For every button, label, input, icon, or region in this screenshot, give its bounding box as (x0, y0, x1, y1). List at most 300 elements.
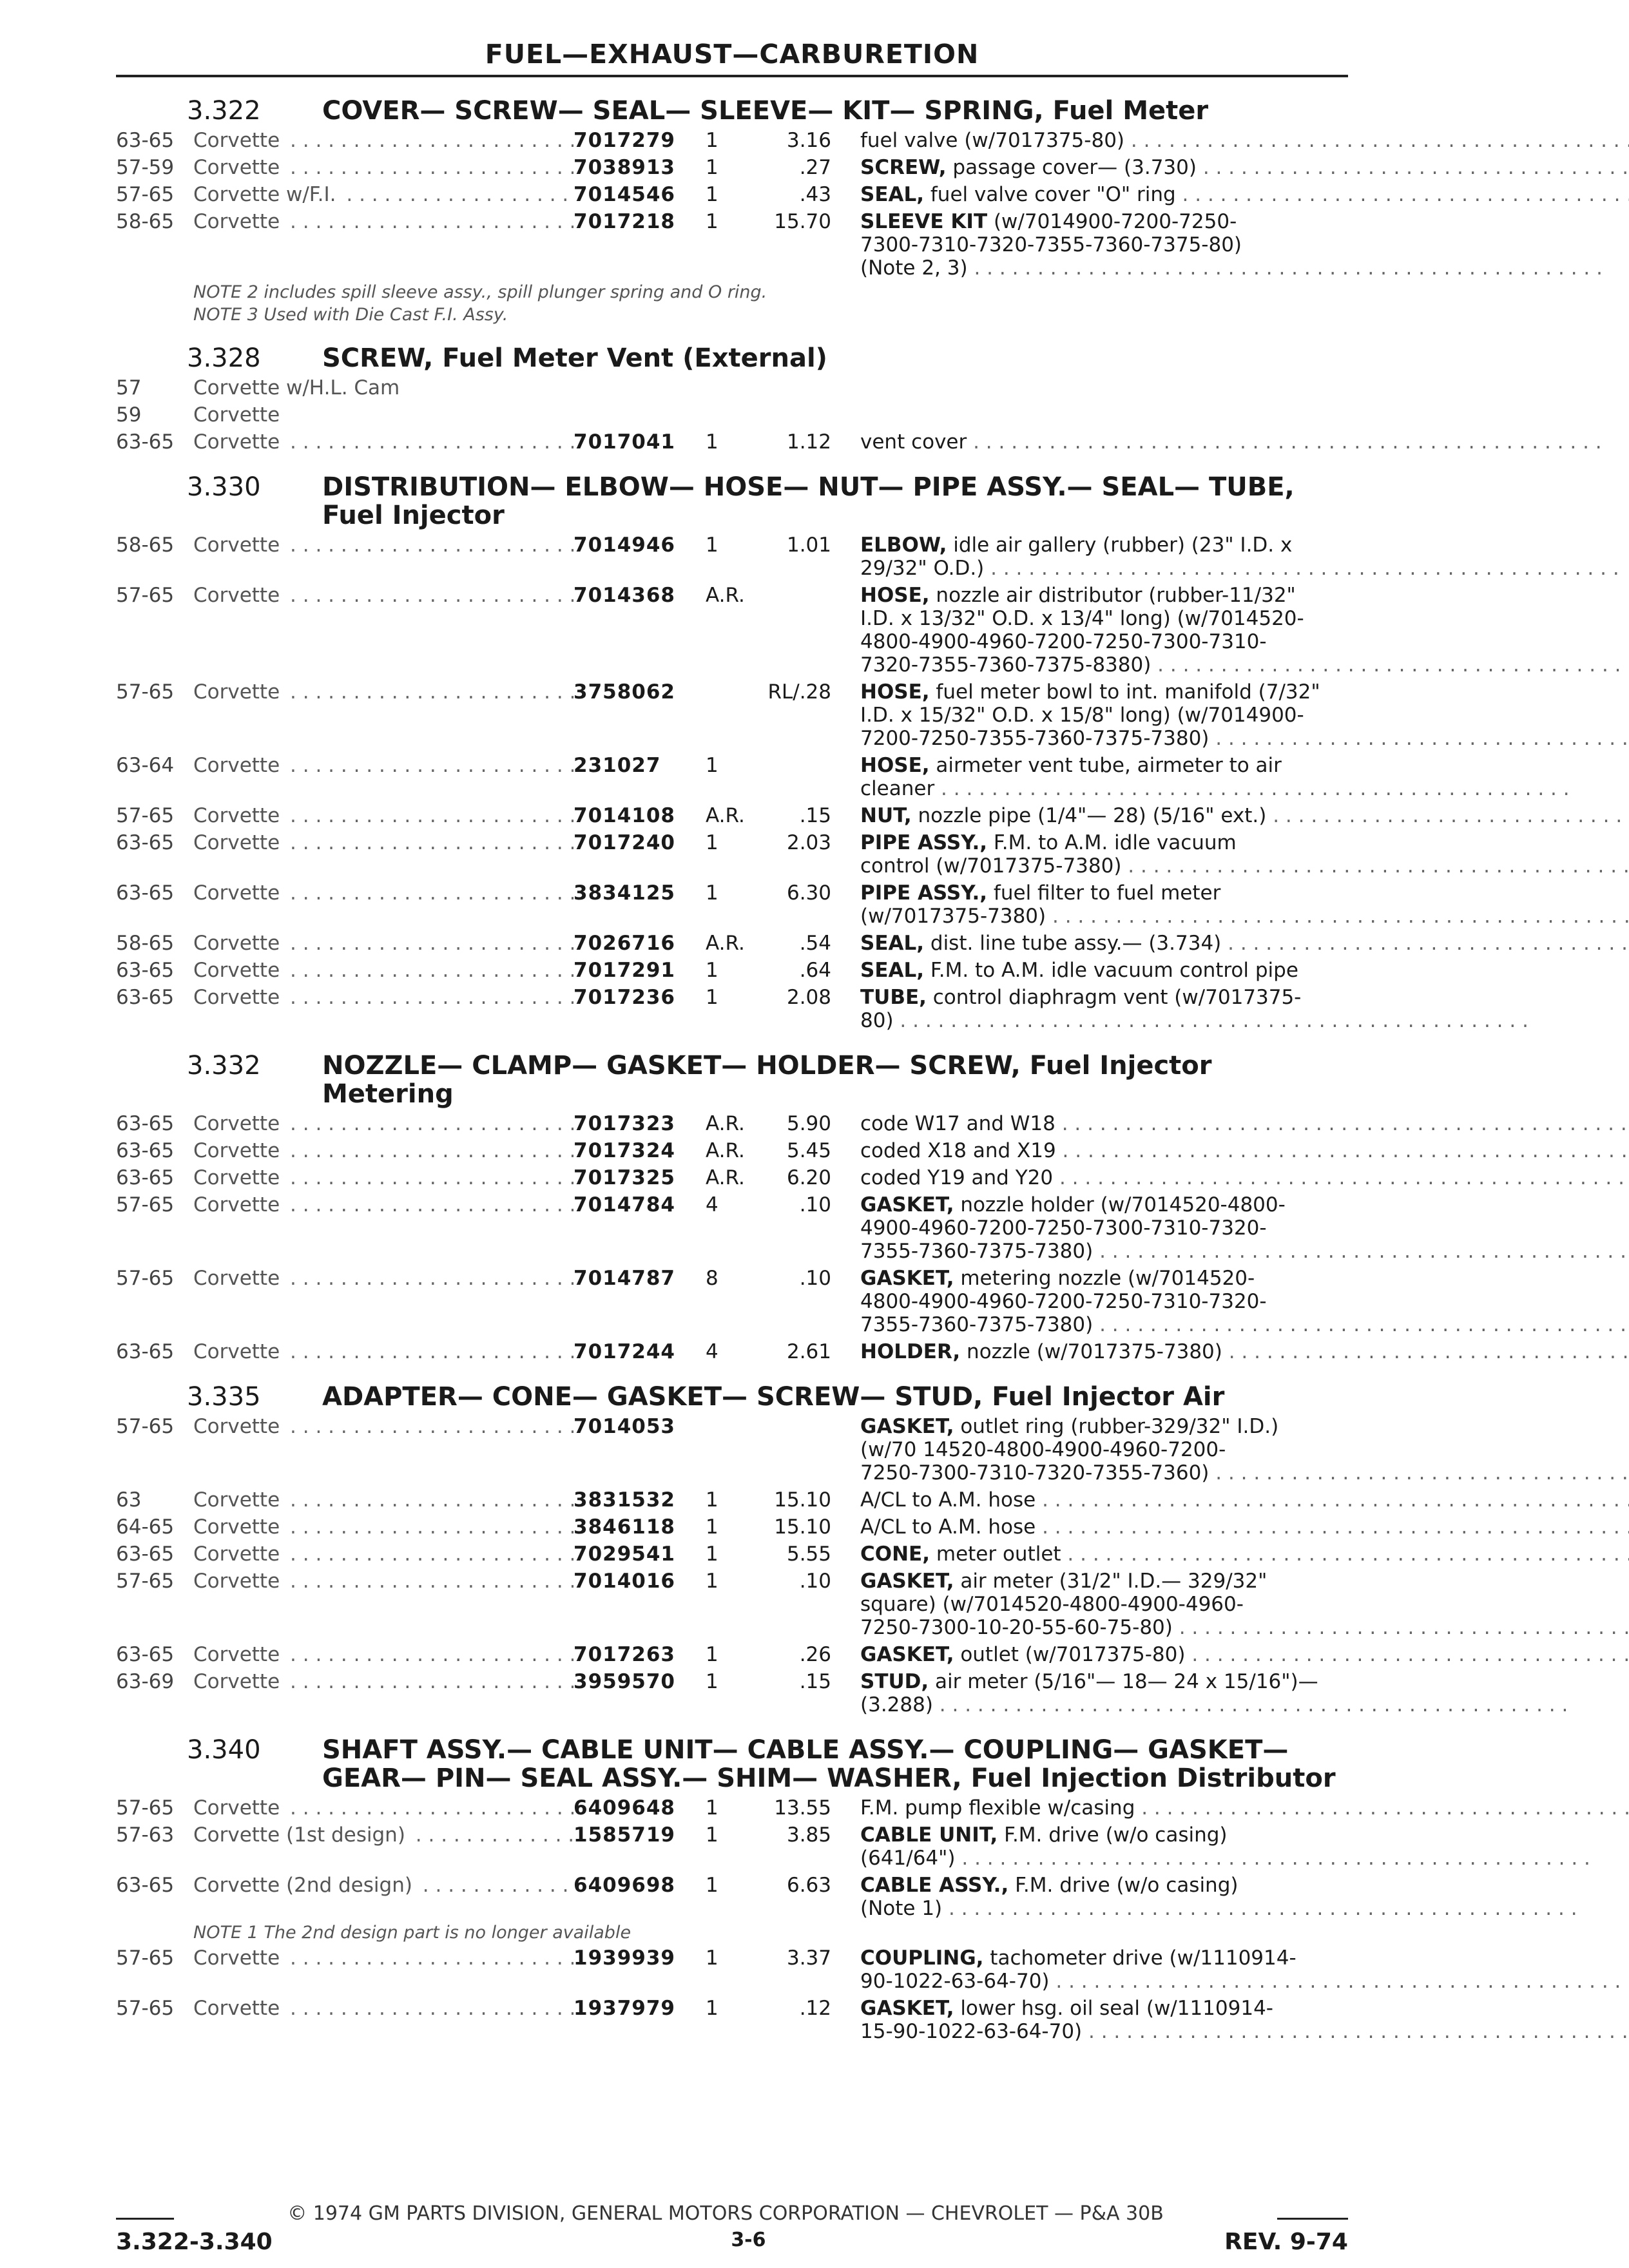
page-header: FUEL—EXHAUST—CARBURETION (485, 39, 979, 70)
description-line: 7355-7360-7375-7380) . . . (860, 1313, 1629, 1336)
part-years: 63-65 (116, 1139, 175, 1162)
part-description (860, 1267, 1629, 1336)
part-model-label: Corvette (193, 959, 284, 982)
copyright-text: © 1974 GM PARTS DIVISION, GENERAL MOTORS CORPORATION — CHEVROLET — P&A 30B (287, 2202, 1164, 2225)
part-description (860, 533, 1619, 580)
part-number: 7017291 (574, 959, 675, 982)
part-model (193, 1946, 574, 1993)
description-keyword: SEAL, (860, 183, 925, 206)
section-note: NOTE 2 includes spill sleeve assy., spill plunger spring and O ring. (193, 282, 767, 302)
part-qty: 1 (706, 533, 718, 557)
part-years: 63-65 (116, 1643, 175, 1666)
part-number: 1585719 (574, 1823, 675, 1847)
description-line: 7355-7360-7375-7380) . . . (860, 1240, 1629, 1263)
description-keyword: NUT, (860, 804, 912, 827)
part-row (116, 376, 1348, 399)
description-keyword: GASKET, (860, 1570, 954, 1593)
part-description (860, 1796, 1629, 1820)
description-keyword: SCREW, (860, 156, 947, 179)
part-row (116, 156, 1348, 179)
part-model-label: Corvette (193, 1570, 284, 1593)
description-line: cleaner . . . (860, 777, 1570, 800)
description-line: 4800-4900-4960-7200-7250-7310-7320- (860, 1290, 1267, 1313)
part-years: 59 (116, 403, 142, 427)
description-keyword: TUBE, (860, 986, 927, 1009)
section-number: 3.340 (187, 1735, 261, 1765)
part-description (860, 1874, 1577, 1920)
description-keyword: GASKET, (860, 1415, 954, 1438)
part-years: 57-65 (116, 680, 175, 704)
section-number: 3.328 (187, 343, 261, 373)
part-model-label: Corvette w/F.I. (193, 183, 340, 206)
part-description (860, 129, 1629, 152)
part-number: 7017323 (574, 1112, 675, 1135)
part-model (193, 831, 574, 878)
catalog-section (116, 1736, 1348, 2043)
part-model (193, 129, 574, 152)
part-years: 57-65 (116, 1267, 175, 1290)
part-model (193, 804, 574, 827)
part-description (860, 403, 1348, 427)
section-title: SCREW, Fuel Meter Vent (External) (322, 343, 827, 373)
description-keyword: GASKET, (860, 1997, 954, 2020)
part-number (574, 403, 706, 427)
part-number: 3959570 (574, 1670, 675, 1693)
part-model (193, 1166, 574, 1189)
description-line: HOSE, airmeter vent tube, airmeter to air (860, 754, 1282, 777)
part-price: .43 (799, 183, 831, 206)
description-line: (3.288) . . . (860, 1693, 1568, 1716)
part-description (860, 584, 1629, 677)
part-qty: 1 (706, 210, 718, 233)
part-row (116, 1570, 1348, 1639)
part-price: RL/.28 (767, 680, 831, 704)
part-price: .26 (799, 1643, 831, 1666)
part-price (757, 403, 860, 427)
description-line: 7320-7355-7360-7375-8380) . . . (860, 653, 1629, 677)
description-line: 29/32" O.D.) . . . (860, 557, 1619, 580)
part-model (193, 1415, 574, 1485)
part-years: 57-59 (116, 156, 175, 179)
part-model (193, 1488, 574, 1512)
footer-rule-right (1277, 2218, 1348, 2220)
part-qty: 1 (706, 156, 718, 179)
footer-rule-left (116, 2218, 174, 2220)
part-model (193, 881, 574, 928)
part-row (116, 533, 1348, 580)
description-line: SLEEVE KIT (w/7014900-7200-7250- (860, 210, 1237, 233)
part-model-label: Corvette (193, 932, 284, 955)
part-model-label: Corvette (193, 754, 284, 777)
part-row (116, 881, 1348, 928)
footer-bottom (116, 2229, 1348, 2255)
part-qty: 1 (706, 1515, 718, 1539)
part-model-label: Corvette (193, 986, 284, 1009)
section-title: ADAPTER— CONE— GASKET— SCREW— STUD, Fuel Injector Air (322, 1382, 1225, 1412)
part-years: 57-65 (116, 1415, 175, 1438)
catalog-section (116, 1052, 1348, 1363)
description-line: GASKET, outlet ring (rubber-329/32" I.D.) (860, 1415, 1279, 1438)
part-description (860, 1340, 1629, 1363)
part-years: 58-65 (116, 533, 175, 557)
description-keyword: PIPE ASSY., (860, 881, 988, 905)
part-years: 64-65 (116, 1515, 175, 1539)
part-years: 57-65 (116, 1946, 175, 1970)
part-model (193, 403, 574, 427)
description-keyword: HOSE, (860, 584, 930, 607)
part-number: 6409648 (574, 1796, 675, 1820)
part-qty: 8 (706, 1267, 718, 1290)
part-number: 7014787 (574, 1267, 675, 1290)
description-line: SCREW, passage cover— (3.730) . . . (860, 156, 1629, 179)
part-number: 1939939 (574, 1946, 675, 1970)
part-years: 63-65 (116, 1340, 175, 1363)
part-price: .15 (799, 1670, 831, 1693)
part-price (757, 754, 860, 800)
part-model (193, 1796, 574, 1820)
part-qty: 1 (706, 1796, 718, 1820)
part-model-label: Corvette (193, 584, 284, 607)
description-line: CABLE ASSY., F.M. drive (w/o casing) (860, 1874, 1239, 1897)
description-line: PIPE ASSY., F.M. to A.M. idle vacuum (860, 831, 1237, 854)
part-number: 7014108 (574, 804, 675, 827)
part-row (116, 754, 1348, 800)
part-years: 57-65 (116, 1997, 175, 2020)
part-model (193, 183, 574, 206)
part-years: 58-65 (116, 932, 175, 955)
part-price: 13.55 (774, 1796, 831, 1820)
description-keyword: SEAL, (860, 959, 925, 982)
part-description (860, 1193, 1629, 1263)
part-price: 3.85 (786, 1823, 831, 1847)
part-model-label: Corvette (193, 1515, 284, 1539)
part-description (860, 804, 1629, 827)
part-row (116, 1112, 1348, 1135)
description-line: vent cover . . . (860, 430, 1602, 454)
description-line: 15-90-1022-63-64-70) . . . (860, 2020, 1629, 2043)
part-years: 63 (116, 1488, 142, 1512)
catalog-page (116, 39, 1348, 2043)
part-number: 231027 (574, 754, 661, 777)
part-model (193, 1570, 574, 1639)
part-number: 7014546 (574, 183, 675, 206)
part-number: 7017324 (574, 1139, 675, 1162)
description-line: 7300-7310-7320-7355-7360-7375-80) (860, 233, 1242, 256)
part-qty: A.R. (706, 932, 745, 955)
description-line: CONE, meter outlet . . . (860, 1542, 1629, 1566)
description-line: COUPLING, tachometer drive (w/1110914- (860, 1946, 1296, 1970)
part-description (860, 1488, 1629, 1512)
part-qty: 1 (706, 754, 718, 777)
part-description (860, 754, 1570, 800)
part-description (860, 1946, 1629, 1993)
description-line: GASKET, metering nozzle (w/7014520- (860, 1267, 1255, 1290)
section-heading (116, 1052, 1348, 1108)
part-description (860, 210, 1603, 280)
description-keyword: CONE, (860, 1542, 930, 1566)
part-model (193, 584, 574, 677)
part-model-label: Corvette (193, 403, 284, 427)
part-price: .64 (799, 959, 831, 982)
part-row (116, 1874, 1348, 1920)
part-qty: 1 (706, 1570, 718, 1593)
description-keyword: COUPLING, (860, 1946, 984, 1970)
part-qty: 1 (706, 831, 718, 854)
part-row (116, 1670, 1348, 1716)
description-keyword: GASKET, (860, 1267, 954, 1290)
part-price: 15.10 (774, 1515, 831, 1539)
part-years: 63-64 (116, 754, 175, 777)
part-model-label: Corvette (193, 1340, 284, 1363)
part-model-label: Corvette (193, 1946, 284, 1970)
part-qty: 1 (706, 1670, 718, 1693)
section-number: 3.330 (187, 472, 261, 502)
catalog-section (116, 344, 1348, 454)
section-number: 3.322 (187, 96, 261, 126)
part-description (860, 932, 1629, 955)
part-row (116, 1139, 1348, 1162)
section-title: SHAFT ASSY.— CABLE UNIT— CABLE ASSY.— COUPLING— GASKET— GEAR— PIN— SEAL ASSY.— SHIM— WASHER, Fuel Injection Distributor (322, 1735, 1336, 1793)
description-keyword: HOSE, (860, 754, 930, 777)
part-qty: 4 (706, 1340, 718, 1363)
part-qty: 1 (706, 1643, 718, 1666)
section-title: NOZZLE— CLAMP— GASKET— HOLDER— SCREW, Fuel Injector Metering (322, 1051, 1212, 1109)
part-number: 3831532 (574, 1488, 675, 1512)
description-line: STUD, air meter (5/16"— 18— 24 x 15/16")— (860, 1670, 1318, 1693)
part-price (757, 584, 860, 677)
description-line: control (w/7017375-7380) . . . (860, 854, 1629, 878)
part-model-label: Corvette (193, 1166, 284, 1189)
description-line: (w/7017375-7380) . . . (860, 905, 1629, 928)
part-price: .15 (799, 804, 831, 827)
description-line: (Note 1) . . . (860, 1897, 1577, 1920)
part-model-label: Corvette (1st design) (193, 1823, 409, 1847)
part-model-label: Corvette (193, 680, 284, 704)
part-description (860, 1515, 1629, 1539)
part-model (193, 1874, 574, 1920)
part-number: 7038913 (574, 156, 675, 179)
part-description (860, 680, 1629, 750)
description-line: HOLDER, nozzle (w/7017375-7380) . . . (860, 1340, 1629, 1363)
part-years: 57-65 (116, 183, 175, 206)
part-row (116, 680, 1348, 750)
description-line: 7250-7300-10-20-55-60-75-80) . . . (860, 1616, 1629, 1639)
part-row (116, 1823, 1348, 1870)
description-line: I.D. x 15/32" O.D. x 15/8" long) (w/7014900- (860, 704, 1304, 727)
part-price: .27 (799, 156, 831, 179)
part-description (860, 183, 1629, 206)
part-number: 7017236 (574, 986, 675, 1009)
description-keyword: CABLE UNIT, (860, 1823, 998, 1847)
description-line: A/CL to A.M. hose . . . (860, 1488, 1629, 1512)
part-row (116, 1340, 1348, 1363)
part-number: 7017325 (574, 1166, 675, 1189)
part-qty: 1 (706, 183, 718, 206)
part-model (193, 376, 574, 399)
description-line: 4800-4900-4960-7200-7250-7300-7310- (860, 630, 1267, 653)
part-row (116, 804, 1348, 827)
part-number: 6409698 (574, 1874, 675, 1897)
part-model (193, 986, 574, 1032)
part-price: .10 (799, 1267, 831, 1290)
part-row (116, 1542, 1348, 1566)
part-years: 63-65 (116, 831, 175, 854)
part-years: 63-65 (116, 959, 175, 982)
part-model (193, 210, 574, 280)
part-years: 63-65 (116, 881, 175, 905)
part-number: 7017244 (574, 1340, 675, 1363)
part-model-label: Corvette (193, 1112, 284, 1135)
description-line: coded X18 and X19 . . . (860, 1139, 1629, 1162)
part-model-label: Corvette w/H.L. Cam (193, 376, 403, 399)
description-keyword: SLEEVE KIT (860, 210, 988, 233)
part-model-label: Corvette (193, 831, 284, 854)
part-model (193, 1515, 574, 1539)
part-model (193, 156, 574, 179)
description-line: 4900-4960-7200-7250-7300-7310-7320- (860, 1216, 1267, 1240)
part-model (193, 430, 574, 454)
part-years: 63-65 (116, 1112, 175, 1135)
part-years: 63-69 (116, 1670, 175, 1693)
part-model (193, 1997, 574, 2043)
part-number: 3846118 (574, 1515, 675, 1539)
section-heading (116, 344, 1348, 372)
part-number: 7017218 (574, 210, 675, 233)
part-years: 63-65 (116, 430, 175, 454)
part-price: 5.90 (786, 1112, 831, 1135)
part-description (860, 1570, 1629, 1639)
part-years: 57-63 (116, 1823, 175, 1847)
part-row (116, 959, 1348, 982)
part-row (116, 1488, 1348, 1512)
part-row (116, 1267, 1348, 1336)
part-row (116, 1166, 1348, 1189)
part-number: 7014053 (574, 1415, 675, 1438)
description-keyword: HOSE, (860, 680, 930, 704)
section-heading (116, 1736, 1348, 1792)
part-qty: 1 (706, 881, 718, 905)
part-row (116, 986, 1348, 1032)
part-number: 7029541 (574, 1542, 675, 1566)
part-model-label: Corvette (193, 881, 284, 905)
part-row (116, 1643, 1348, 1666)
part-number (574, 376, 706, 399)
section-title: COVER— SCREW— SEAL— SLEEVE— KIT— SPRING, Fuel Meter (322, 96, 1209, 126)
part-model (193, 1670, 574, 1716)
part-model (193, 1139, 574, 1162)
page-number: 3-6 (731, 2229, 766, 2251)
description-line: GASKET, outlet (w/7017375-80) . . . (860, 1643, 1629, 1666)
part-qty: A.R. (706, 1166, 745, 1189)
part-years: 57 (116, 376, 142, 399)
part-number: 7017041 (574, 430, 675, 454)
part-description (860, 1670, 1568, 1716)
description-line: 7200-7250-7355-7360-7375-7380) . . . (860, 727, 1629, 750)
part-price: 6.20 (786, 1166, 831, 1189)
part-description (860, 1166, 1629, 1189)
description-keyword: STUD, (860, 1670, 929, 1693)
part-model-label: Corvette (193, 1488, 284, 1512)
part-model-label: Corvette (193, 1997, 284, 2020)
part-number: 7017240 (574, 831, 675, 854)
description-line: NUT, nozzle pipe (1/4"— 28) (5/16" ext.) . . . (860, 804, 1629, 827)
description-line: HOSE, nozzle air distributor (rubber-11/32" (860, 584, 1296, 607)
part-number: 7014784 (574, 1193, 675, 1216)
description-keyword: ELBOW, (860, 533, 947, 557)
part-description (860, 430, 1602, 454)
description-line: GASKET, lower hsg. oil seal (w/1110914- (860, 1997, 1273, 2020)
description-line: GASKET, air meter (31/2" I.D.— 329/32" (860, 1570, 1268, 1593)
description-line: ELBOW, idle air gallery (rubber) (23" I.D. x (860, 533, 1293, 557)
section-number: 3.332 (187, 1051, 261, 1081)
part-model-label: Corvette (193, 210, 284, 233)
part-model-label: Corvette (193, 533, 284, 557)
part-price: .54 (799, 932, 831, 955)
part-years: 63-65 (116, 1874, 175, 1897)
part-model-label: Corvette (193, 1267, 284, 1290)
part-model-label: Corvette (193, 156, 284, 179)
section-note: NOTE 3 Used with Die Cast F.I. Assy. (193, 305, 508, 325)
catalog-section (116, 97, 1348, 325)
part-price: 2.61 (786, 1340, 831, 1363)
part-qty (706, 376, 757, 399)
part-years: 57-65 (116, 804, 175, 827)
description-line: 7250-7300-7310-7320-7355-7360) . . . (860, 1461, 1629, 1485)
catalog-section (116, 1383, 1348, 1716)
part-number: 3834125 (574, 881, 675, 905)
section-note: NOTE 1 The 2nd design part is no longer available (193, 1923, 631, 1943)
part-description (860, 156, 1629, 179)
part-model (193, 1340, 574, 1363)
part-row (116, 129, 1348, 152)
section-range: 3.322-3.340 (116, 2229, 273, 2255)
part-years: 63-65 (116, 1542, 175, 1566)
description-line: GASKET, nozzle holder (w/7014520-4800- (860, 1193, 1286, 1216)
description-line: square) (w/7014520-4800-4900-4960- (860, 1593, 1244, 1616)
part-row (116, 1997, 1348, 2043)
part-row (116, 1193, 1348, 1263)
description-line: I.D. x 13/32" O.D. x 13/4" long) (w/7014520- (860, 607, 1304, 630)
part-description (860, 831, 1629, 878)
part-number: 7026716 (574, 932, 675, 955)
part-price: 5.45 (786, 1139, 831, 1162)
part-row (116, 430, 1348, 454)
part-row (116, 183, 1348, 206)
part-model-label: Corvette (193, 1670, 284, 1693)
description-line: fuel valve (w/7017375-80) . . . (860, 129, 1629, 152)
part-model (193, 1267, 574, 1336)
description-line: SEAL, dist. line tube assy.— (3.734) . . . (860, 932, 1629, 955)
part-description (860, 1112, 1629, 1135)
part-price: 1.01 (786, 533, 831, 557)
part-price: 15.70 (774, 210, 831, 233)
part-years: 57-65 (116, 1796, 175, 1820)
part-model (193, 1193, 574, 1263)
part-model (193, 1823, 574, 1870)
part-row (116, 584, 1348, 677)
part-description (860, 1542, 1629, 1566)
part-years: 57-65 (116, 1570, 175, 1593)
part-qty: 1 (706, 1823, 718, 1847)
part-model (193, 1643, 574, 1666)
part-model (193, 1542, 574, 1566)
part-model (193, 1112, 574, 1135)
description-line: SEAL, fuel valve cover "O" ring . . . (860, 183, 1629, 206)
part-row (116, 1515, 1348, 1539)
description-line: (641/64") . . . (860, 1847, 1590, 1870)
part-years: 58-65 (116, 210, 175, 233)
part-number: 7014946 (574, 533, 675, 557)
